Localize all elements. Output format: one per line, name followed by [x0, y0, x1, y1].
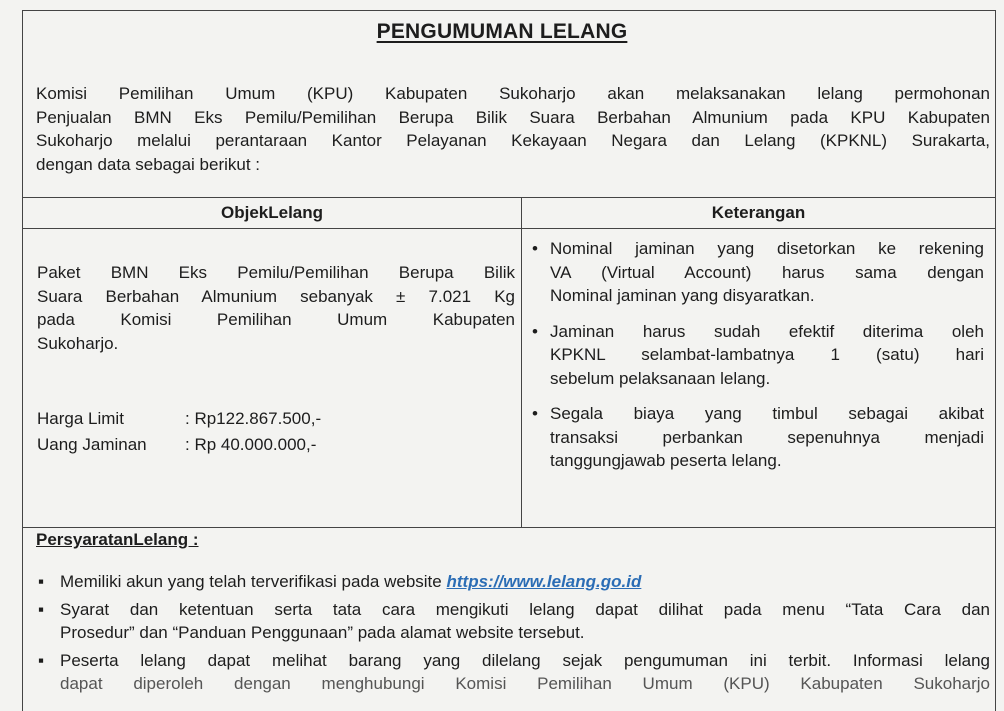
bullet-icon: •	[532, 404, 538, 423]
intro-line: dengan data sebagai berikut :	[36, 154, 261, 174]
uang-jaminan-label: Uang Jaminan	[37, 435, 147, 454]
object-line: pada Komisi Pemilihan Umum Kabupaten	[37, 310, 515, 329]
bullet-icon: ▪	[38, 572, 45, 591]
intro-paragraph	[36, 82, 990, 176]
uang-jaminan-row	[37, 433, 517, 457]
notes-cell	[522, 229, 996, 528]
requirement-text: Syarat dan ketentuan serta tata cara mengikuti lelang dapat dilihat pada menu “Tata Cara dan	[60, 599, 990, 619]
object-line: Paket BMN Eks Pemilu/Pemilihan Berupa Bilik	[37, 263, 515, 282]
requirements-list	[36, 570, 990, 700]
page-title: PENGUMUMAN LELANG	[376, 20, 628, 43]
harga-limit-row	[37, 407, 517, 431]
list-item	[36, 598, 990, 645]
object-line: Suara Berbahan Almunium sebanyak ± 7.021 Kg	[37, 286, 515, 306]
harga-limit-label: Harga Limit	[37, 409, 124, 428]
note-line: Nominal jaminan yang disetorkan ke rekening	[550, 239, 984, 258]
bullet-icon: •	[532, 321, 538, 341]
table-header-object: ObjekLelang	[23, 198, 522, 229]
note-line: KPKNL selambat-lambatnya 1 (satu) hari	[550, 345, 984, 364]
intro-line: Sukoharjo melalui perantaraan Kantor Pelayanan Kekayaan Negara dan Lelang (KPKNL) Surakarta,	[36, 131, 990, 150]
uang-jaminan-value: : Rp 40.000.000,-	[185, 435, 317, 454]
intro-line: Penjualan BMN Eks Pemilu/Pemilihan Berupa Bilik Suara Berbahan Almunium pada KPU Kabupaten	[36, 107, 990, 127]
bullet-icon: ▪	[38, 599, 45, 619]
lelang-website-link[interactable]: https://www.lelang.go.id	[446, 572, 642, 591]
note-line: tanggungjawab peserta lelang.	[550, 451, 782, 470]
harga-limit-value: : Rp122.867.500,-	[185, 409, 322, 428]
requirements-title: PersyaratanLelang :	[36, 530, 199, 549]
note-line: VA (Virtual Account) harus sama dengan	[550, 262, 984, 282]
note-line: Nominal jaminan yang disyaratkan.	[550, 286, 815, 305]
object-description	[37, 261, 515, 355]
requirement-text: Peserta lelang dapat melihat barang yang dilelang sejak pengumuman ini terbit. Informasi lelang	[60, 650, 990, 670]
note-line: sebelum pelaksanaan lelang.	[550, 368, 771, 388]
requirement-text: dapat diperoleh dengan menghubungi Komisi Pemilihan Umum (KPU) Kabupaten Sukoharjo	[60, 674, 990, 693]
object-line: Sukoharjo.	[37, 333, 119, 353]
requirement-text: Memiliki akun yang telah terverifikasi pada website	[60, 572, 442, 591]
notes-list	[532, 237, 984, 485]
list-item	[36, 649, 990, 696]
note-line: Segala biaya yang timbul sebagai akibat	[550, 404, 984, 423]
list-item	[532, 402, 984, 473]
requirement-text: Prosedur” dan “Panduan Penggunaan” pada alamat website tersebut.	[60, 623, 585, 642]
auction-table	[22, 197, 996, 528]
note-line: transaksi perbankan sepenuhnya menjadi	[550, 427, 984, 447]
bullet-icon: ▪	[38, 650, 45, 670]
list-item	[532, 320, 984, 391]
object-cell	[23, 229, 522, 528]
list-item	[36, 570, 990, 594]
table-header-notes: Keterangan	[522, 198, 996, 229]
bullet-icon: •	[532, 239, 538, 258]
intro-line: Komisi Pemilihan Umum (KPU) Kabupaten Sukoharjo akan melaksanakan lelang permohonan	[36, 84, 990, 103]
list-item	[532, 237, 984, 308]
note-line: Jaminan harus sudah efektif diterima oleh	[550, 321, 984, 341]
